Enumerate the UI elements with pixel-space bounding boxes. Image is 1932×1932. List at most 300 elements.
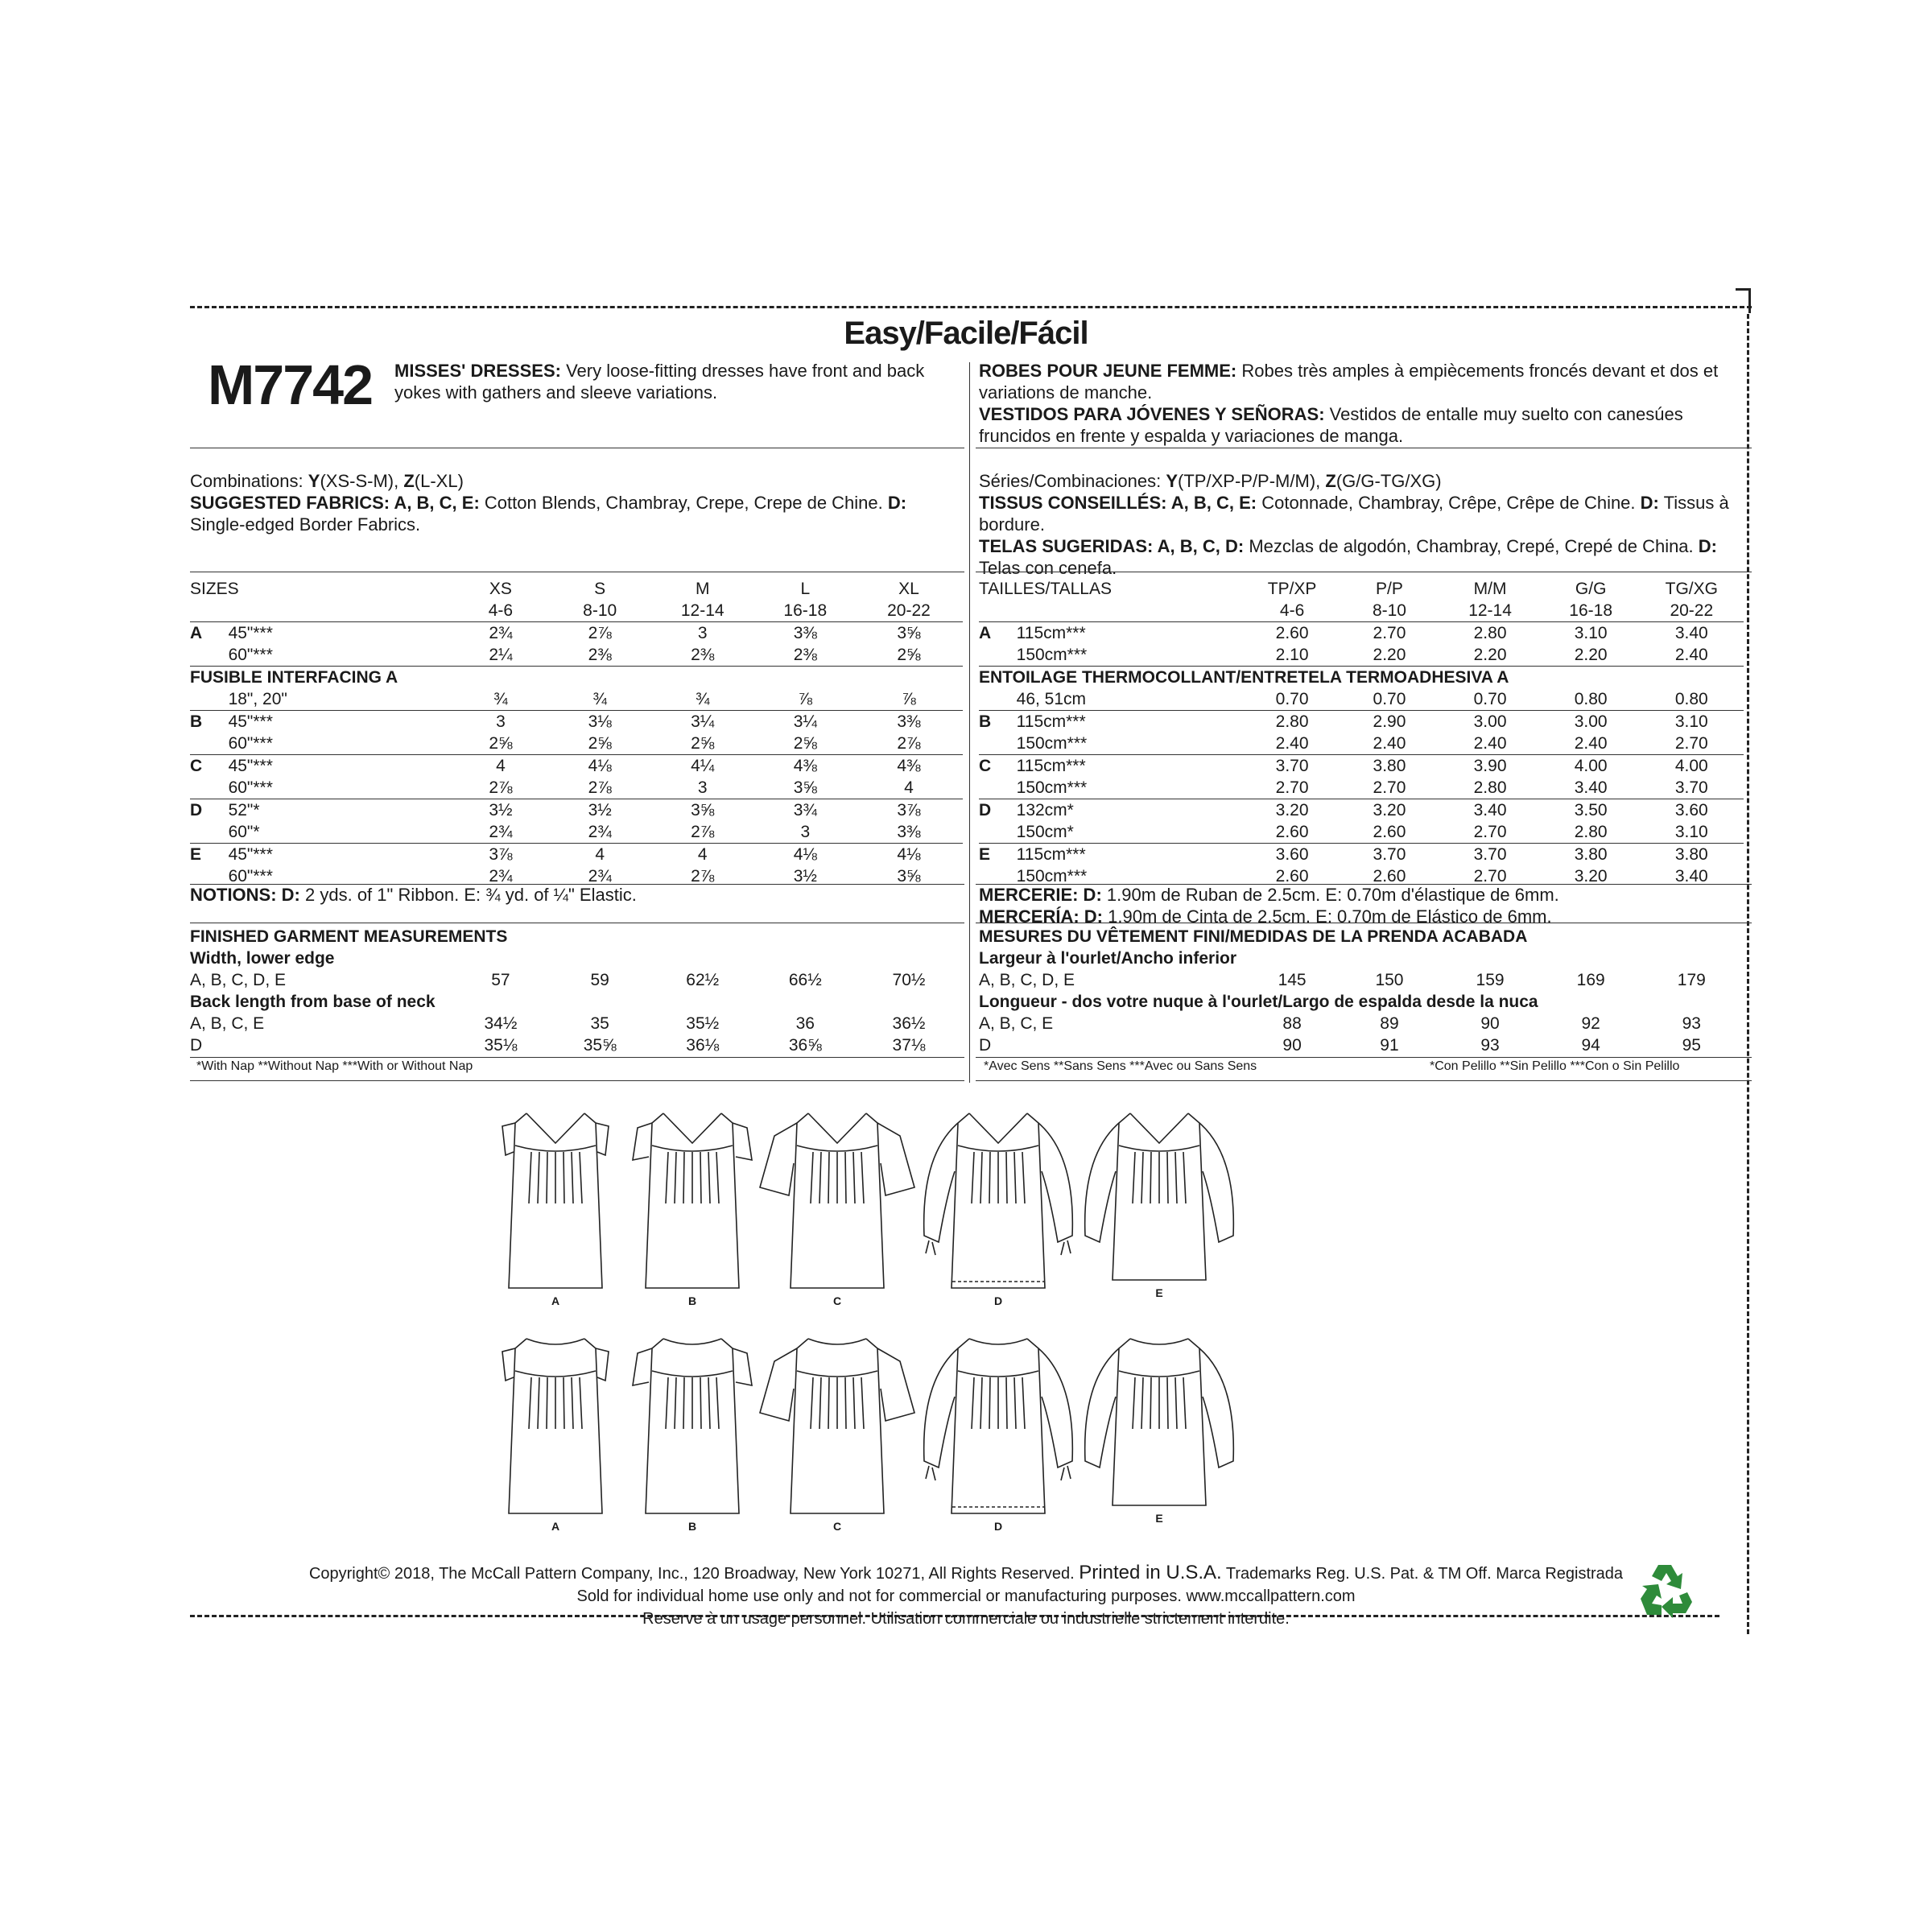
english-notions	[190, 884, 963, 906]
table-cell: 35	[590, 1014, 609, 1033]
size-header: S	[594, 580, 606, 598]
table-cell: ⅞	[798, 690, 813, 708]
view-label: E	[1155, 1286, 1163, 1299]
desc-fr-text: Robes très amples à empiècements froncés devant et dos et variations de manche.	[979, 361, 1719, 402]
table-cell: 91	[1380, 1036, 1399, 1055]
size-range: 20-22	[887, 601, 931, 620]
serie-z: Z	[1325, 471, 1336, 491]
row-heading: FUSIBLE INTERFACING A	[190, 667, 963, 689]
view-letters: D	[190, 1036, 203, 1055]
table-cell: 0.70	[1373, 690, 1406, 708]
pattern-number: M7742	[208, 353, 373, 416]
table-cell: 59	[590, 971, 609, 989]
view-letters: A, B, C, D, E	[979, 971, 1075, 989]
empty-cell	[979, 600, 1244, 622]
table-cell: 3.40	[1640, 622, 1744, 645]
table-row	[190, 667, 963, 689]
fabric-width: 115cm***	[1017, 844, 1244, 866]
table-row	[190, 926, 963, 947]
table-cell: 4	[451, 755, 550, 778]
view-label: D	[993, 1520, 1003, 1533]
spanish-footnote: *Con Pelillo **Sin Pelillo ***Con o Sin Pelillo	[1430, 1059, 1680, 1073]
width-label: Largeur à l'ourlet/Ancho inferior	[979, 949, 1237, 968]
table-cell: 3½	[451, 799, 550, 822]
view-label: A	[551, 1520, 560, 1533]
desc-heading: MISSES' DRESSES:	[394, 361, 561, 381]
table-row	[979, 947, 1744, 969]
table-cell: 2.60	[1275, 867, 1309, 886]
table-cell: 2⅞	[588, 778, 612, 797]
table-cell: 3	[650, 622, 756, 645]
table-cell: 2.40	[1373, 734, 1406, 753]
length-label: Back length from base of neck	[190, 993, 436, 1011]
size-header: TAILLES/TALLAS	[979, 580, 1112, 598]
fabrics-text: Cotton Blends, Chambray, Crepe, Crepe de Chine.	[484, 493, 883, 513]
table-cell: 2.80	[1574, 823, 1608, 841]
table-cell: 2⅝	[588, 734, 612, 753]
table-cell: 2.70	[1473, 823, 1507, 841]
merceria-text: 1.90m de Cinta de 2.5cm. E: 0.70m de Elástico de 6mm.	[1108, 906, 1552, 927]
table-cell: 169	[1576, 971, 1605, 989]
desc-es-heading: VESTIDOS PARA JÓVENES Y SEÑORAS:	[979, 404, 1325, 424]
table-cell: 0.70	[1275, 690, 1309, 708]
merceria-heading: MERCERÍA: D:	[979, 906, 1103, 927]
table-cell: 93	[1480, 1036, 1500, 1055]
table-cell: 0.70	[1473, 690, 1507, 708]
table-cell: 36½	[892, 1014, 926, 1033]
column-divider	[969, 362, 970, 1083]
view-letters: A, B, C, D, E	[190, 971, 287, 989]
combo-z: Z	[403, 471, 415, 491]
table-cell: 2.80	[1438, 622, 1542, 645]
table-cell: 4⅜	[756, 755, 855, 778]
size-range: 16-18	[783, 601, 828, 620]
usage-line-en: Sold for individual home use only and not for commercial or manufacturing purposes. www.mccallpattern.com	[576, 1587, 1356, 1605]
table-cell: 94	[1581, 1036, 1600, 1055]
table-cell: ¾	[695, 690, 710, 708]
empty-cell	[190, 600, 451, 622]
table-cell: 159	[1476, 971, 1505, 989]
table-cell: 2¾	[588, 823, 612, 841]
recycle-icon	[1634, 1560, 1695, 1621]
serie-y: Y	[1166, 471, 1179, 491]
table-row	[979, 991, 1744, 1013]
table-cell: 2.60	[1373, 823, 1406, 841]
length-label: Longueur - dos votre nuque à l'ourlet/Largo de espalda desde la nuca	[979, 993, 1538, 1011]
table-cell: 3½	[793, 867, 817, 886]
table-cell: 3.80	[1640, 844, 1744, 866]
table-cell: 4⅜	[855, 755, 963, 778]
size-header: M	[695, 580, 710, 598]
table-cell: 3.10	[1640, 711, 1744, 733]
table-row	[979, 667, 1744, 689]
table-cell: 3.20	[1341, 799, 1439, 822]
view-letter: C	[979, 755, 1017, 778]
view-letter	[979, 821, 1017, 844]
fabric-width: 52"*	[229, 799, 452, 822]
table-cell: 37⅛	[892, 1036, 926, 1055]
size-header: TG/XG	[1665, 580, 1718, 598]
table-cell: 3.50	[1542, 799, 1640, 822]
view-letter	[979, 733, 1017, 755]
table-header-row	[190, 600, 963, 622]
view-label: D	[993, 1294, 1003, 1307]
fabric-width: 150cm***	[1016, 867, 1088, 886]
table-cell: 92	[1581, 1014, 1600, 1033]
table-cell: 70½	[892, 971, 926, 989]
trademarks: Trademarks Reg. U.S. Pat. & TM Off. Marca Registrada	[1225, 1565, 1624, 1583]
desc-es-text: Vestidos de entalle muy suelto con canesúes fruncidos en frente y espalda y variaciones de manga.	[979, 404, 1683, 446]
cut-line-top	[190, 306, 1752, 308]
serie-y-sizes: (TP/XP-P/P-M/M),	[1178, 471, 1321, 491]
table-cell: 2¾	[489, 867, 513, 886]
size-header: L	[800, 580, 811, 598]
fabric-width: 150cm*	[1016, 823, 1074, 841]
table-cell: 2.40	[1674, 646, 1708, 664]
serie-z-sizes: (G/G-TG/XG)	[1335, 471, 1442, 491]
table-cell: 2⅞	[897, 734, 921, 753]
fabrics-d-heading: D:	[887, 493, 907, 513]
table-cell: 3.00	[1438, 711, 1542, 733]
size-header: M/M	[1473, 580, 1507, 598]
view-letters: D	[979, 1036, 992, 1055]
table-cell: 3	[451, 711, 550, 733]
table-header-row	[979, 578, 1744, 600]
rule-en-6	[190, 1080, 964, 1081]
size-range: 8-10	[1372, 601, 1406, 620]
table-cell: 4⅛	[551, 755, 650, 778]
view-letter: D	[190, 799, 229, 822]
table-cell: 3⅝	[793, 778, 817, 797]
fabric-width: 150cm***	[1016, 646, 1088, 664]
table-cell: 2.20	[1473, 646, 1507, 664]
table-cell: 3.90	[1438, 755, 1542, 778]
table-cell: 2⅝	[793, 734, 817, 753]
english-yardage-table	[190, 578, 963, 887]
fabric-width: 60"***	[228, 867, 273, 886]
table-cell: 2⅝	[691, 734, 715, 753]
table-row	[979, 844, 1744, 866]
table-cell: 3.10	[1542, 622, 1640, 645]
table-row	[979, 1013, 1744, 1034]
table-row	[190, 947, 963, 969]
table-cell: 2.40	[1574, 734, 1608, 753]
table-cell: 3.20	[1574, 867, 1608, 886]
view-letter: D	[979, 799, 1017, 822]
tissus-d-text: Tissus à bordure.	[979, 493, 1729, 535]
table-cell: 2.10	[1275, 646, 1309, 664]
mercerie-text: 1.90m de Ruban de 2.5cm. E: 0.70m d'élastique de 6mm.	[1106, 885, 1559, 905]
size-header: TP/XP	[1267, 580, 1317, 598]
tissus-heading: TISSUS CONSEILLÉS: A, B, C, E:	[979, 493, 1257, 513]
table-cell: 35⅛	[484, 1036, 518, 1055]
table-cell: 3.70	[1244, 755, 1341, 778]
table-cell: 36⅛	[686, 1036, 720, 1055]
cut-line-corner	[1736, 288, 1751, 313]
table-cell: 62½	[686, 971, 720, 989]
table-cell: 3.60	[1244, 844, 1341, 866]
desc-fr-heading: ROBES POUR JEUNE FEMME:	[979, 361, 1237, 381]
table-cell: 2⅜	[793, 646, 817, 664]
table-cell: 3⅛	[551, 711, 650, 733]
table-cell: 4	[650, 844, 756, 866]
table-row	[979, 969, 1744, 991]
table-row	[190, 777, 963, 799]
table-cell: 2⅞	[489, 778, 513, 797]
fabric-width: 45"***	[229, 755, 452, 778]
view-letters: A, B, C, E	[979, 1014, 1054, 1033]
view-letter: A	[190, 622, 229, 645]
view-letter	[979, 777, 1017, 799]
row-heading: ENTOILAGE THERMOCOLLANT/ENTRETELA TERMOADHESIVA A	[979, 667, 1744, 689]
fabric-width: 45"***	[229, 711, 452, 733]
table-cell: 2.20	[1373, 646, 1406, 664]
finished-title: MESURES DU VÊTEMENT FINI/MEDIDAS DE LA PRENDA ACABADA	[979, 927, 1528, 946]
table-cell: 2.70	[1473, 867, 1507, 886]
table-row	[190, 844, 963, 866]
table-cell: 90	[1282, 1036, 1302, 1055]
table-row	[190, 821, 963, 844]
table-cell: ¾	[592, 690, 607, 708]
table-cell: 90	[1480, 1014, 1500, 1033]
table-row	[190, 755, 963, 778]
table-cell: 36	[795, 1014, 815, 1033]
table-cell: ¾	[493, 690, 508, 708]
table-row	[190, 688, 963, 711]
size-range: 4-6	[1279, 601, 1305, 620]
table-cell: 3¼	[756, 711, 855, 733]
table-cell: 2.70	[1373, 778, 1406, 797]
width-label: Width, lower edge	[190, 949, 335, 968]
table-cell: 4	[904, 778, 914, 797]
series-label: Séries/Combinaciones:	[979, 471, 1162, 491]
french-footnote: *Avec Sens **Sans Sens ***Avec ou Sans Sens	[984, 1059, 1257, 1073]
view-letter	[979, 644, 1017, 667]
table-row	[190, 644, 963, 667]
table-cell: 2⅝	[489, 734, 513, 753]
mercerie-heading: MERCERIE: D:	[979, 885, 1102, 905]
table-header-row	[979, 600, 1744, 622]
table-cell: 3⅜	[756, 622, 855, 645]
table-cell: 3.40	[1438, 799, 1542, 822]
desc-text: Very loose-fitting dresses have front and back yokes with gathers and sleeve variations.	[394, 361, 925, 402]
size-range: 12-14	[680, 601, 724, 620]
tissus-d-heading: D:	[1640, 493, 1659, 513]
table-cell: 3¾	[756, 799, 855, 822]
view-letter: C	[190, 755, 229, 778]
table-cell: 3.60	[1640, 799, 1744, 822]
table-cell: 3.20	[1244, 799, 1341, 822]
table-cell: 3⅝	[855, 622, 963, 645]
french-finished-measurements	[979, 926, 1744, 1056]
table-cell: 2⅞	[691, 867, 715, 886]
telas-d-heading: D:	[1698, 536, 1718, 556]
french-yardage-table	[979, 578, 1744, 887]
table-cell: 0.80	[1674, 690, 1708, 708]
view-letter	[190, 733, 229, 755]
table-cell: 35½	[686, 1014, 720, 1033]
view-letter: B	[979, 711, 1017, 733]
table-cell: 3½	[551, 799, 650, 822]
table-row	[190, 969, 963, 991]
table-cell: 3.00	[1542, 711, 1640, 733]
size-range: 4-6	[488, 601, 514, 620]
table-cell: 2⅝	[897, 646, 921, 664]
table-cell: 3⅞	[451, 844, 550, 866]
table-row	[190, 711, 963, 733]
view-letter	[190, 644, 229, 667]
table-row	[979, 644, 1744, 667]
fabric-width: 115cm***	[1017, 711, 1244, 733]
table-cell: 2¾	[489, 823, 513, 841]
table-row	[190, 991, 963, 1013]
table-cell: 3.80	[1341, 755, 1439, 778]
fabric-width: 46, 51cm	[1016, 690, 1087, 708]
table-cell: 95	[1682, 1036, 1701, 1055]
view-label: C	[832, 1294, 842, 1307]
telas-d-text: Telas con cenefa.	[979, 558, 1117, 578]
table-cell: 4.00	[1640, 755, 1744, 778]
combo-y: Y	[308, 471, 320, 491]
table-cell: 36⅝	[788, 1036, 822, 1055]
table-cell: 3.70	[1438, 844, 1542, 866]
table-cell: 2¾	[588, 867, 612, 886]
table-cell: 2.80	[1244, 711, 1341, 733]
table-cell: 2.60	[1373, 867, 1406, 886]
table-cell: 2⅞	[551, 622, 650, 645]
difficulty-title: Easy/Facile/Fácil	[844, 316, 1088, 351]
view-label: B	[687, 1294, 697, 1307]
printed-in: Printed in U.S.A.	[1079, 1562, 1222, 1583]
telas-text: Mezclas de algodón, Chambray, Crepé, Crepé de China.	[1249, 536, 1694, 556]
table-row	[979, 821, 1744, 844]
dress-view-e-front	[1063, 1107, 1256, 1316]
notions-text: 2 yds. of 1" Ribbon. E: ¾ yd. of ¼" Elastic.	[305, 885, 637, 905]
table-cell: 2.70	[1275, 778, 1309, 797]
table-cell: 4.00	[1542, 755, 1640, 778]
view-label: A	[551, 1294, 560, 1307]
combo-y-sizes: (XS-S-M),	[320, 471, 399, 491]
table-cell: 2⅞	[691, 823, 715, 841]
table-row	[979, 622, 1744, 645]
size-header: SIZES	[190, 580, 239, 598]
table-cell: 93	[1682, 1014, 1701, 1033]
fabric-width: 45"***	[229, 622, 452, 645]
french-notions	[979, 884, 1744, 927]
table-row	[979, 926, 1744, 947]
fabric-width: 60"***	[228, 646, 273, 664]
table-cell: 2.40	[1473, 734, 1507, 753]
fabric-width: 115cm***	[1017, 755, 1244, 778]
table-cell: 88	[1282, 1014, 1302, 1033]
finished-title: FINISHED GARMENT MEASUREMENTS	[190, 927, 508, 946]
view-label: E	[1155, 1512, 1163, 1525]
table-cell: 2.20	[1574, 646, 1608, 664]
telas-heading: TELAS SUGERIDAS: A, B, C, D:	[979, 536, 1245, 556]
table-row	[979, 755, 1744, 778]
table-row	[979, 688, 1744, 711]
fabric-width: 60"***	[228, 778, 273, 797]
table-cell: 35⅝	[583, 1036, 617, 1055]
table-cell: 89	[1380, 1014, 1399, 1033]
fabric-width: 150cm***	[1016, 778, 1088, 797]
fabric-width: 60"***	[228, 734, 273, 753]
table-cell: 4⅛	[756, 844, 855, 866]
table-cell: 2.60	[1275, 823, 1309, 841]
size-header: P/P	[1376, 580, 1403, 598]
view-letter: B	[190, 711, 229, 733]
table-cell: 34½	[484, 1014, 518, 1033]
view-letter	[979, 688, 1017, 711]
tissus-text: Cotonnade, Chambray, Crêpe, Crêpe de Chine.	[1261, 493, 1636, 513]
view-letter	[190, 821, 229, 844]
table-cell: 3⅜	[897, 823, 921, 841]
table-cell: 2.60	[1244, 622, 1341, 645]
view-letters: A, B, C, E	[190, 1014, 265, 1033]
table-cell: 3.80	[1542, 844, 1640, 866]
size-header: XL	[898, 580, 919, 598]
usage-line-fr: Reserve à un usage personnel. Utilisation commerciale ou industrielle strictement interdite.	[642, 1610, 1290, 1628]
table-header-row	[190, 578, 963, 600]
table-row	[979, 1034, 1744, 1056]
size-header: XS	[489, 580, 512, 598]
table-row	[190, 1013, 963, 1034]
fabric-width: 132cm*	[1017, 799, 1244, 822]
rule-en-5	[190, 1057, 964, 1058]
table-cell: 2¾	[451, 622, 550, 645]
dress-view-e-back	[1063, 1332, 1256, 1542]
table-cell: 3.10	[1674, 823, 1708, 841]
table-cell: 3¼	[650, 711, 756, 733]
table-cell: 2⅜	[691, 646, 715, 664]
view-letter	[190, 688, 229, 711]
rule-fr-5	[976, 1057, 1752, 1058]
fabric-width: 18", 20"	[228, 690, 287, 708]
combinations-label: Combinations:	[190, 471, 303, 491]
table-cell: 3	[800, 823, 811, 841]
table-cell: 2¼	[489, 646, 513, 664]
table-cell: 3⅜	[855, 711, 963, 733]
combo-z-sizes: (L-XL)	[414, 471, 464, 491]
size-range: 16-18	[1569, 601, 1613, 620]
table-cell: 3⅝	[650, 799, 756, 822]
size-range: 12-14	[1468, 601, 1512, 620]
view-letter: E	[190, 844, 229, 866]
english-combinations	[190, 470, 963, 535]
view-letter: A	[979, 622, 1017, 645]
english-footnote: *With Nap **Without Nap ***With or Without Nap	[196, 1059, 473, 1073]
table-cell: 3.40	[1674, 867, 1708, 886]
table-cell: 150	[1375, 971, 1404, 989]
table-cell: 3.40	[1574, 778, 1608, 797]
table-cell: ⅞	[902, 690, 916, 708]
rule-fr-6	[976, 1080, 1752, 1081]
size-header: G/G	[1575, 580, 1607, 598]
table-cell: 3.70	[1674, 778, 1708, 797]
table-row	[979, 711, 1744, 733]
french-combinations	[979, 470, 1744, 579]
table-cell: 3⅞	[855, 799, 963, 822]
table-cell: 2.70	[1674, 734, 1708, 753]
copyright-text: Copyright© 2018, The McCall Pattern Company, Inc., 120 Broadway, New York 10271, All Rights Reserved.	[308, 1565, 1075, 1583]
table-row	[979, 777, 1744, 799]
size-range: 8-10	[583, 601, 617, 620]
table-cell: 145	[1278, 971, 1307, 989]
table-row	[979, 733, 1744, 755]
table-cell: 0.80	[1574, 690, 1608, 708]
table-cell: 2.90	[1341, 711, 1439, 733]
table-cell: 179	[1677, 971, 1706, 989]
